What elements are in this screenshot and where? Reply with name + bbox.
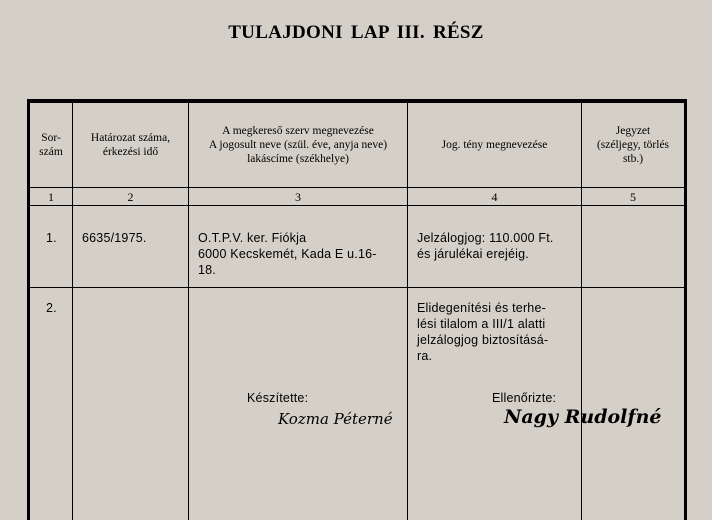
row-1-bottom-line — [27, 287, 687, 288]
row-1-hatarozat: 6635/1975. — [82, 231, 147, 245]
row-2-jogteny: Elidegenítési és terhe- lési tilalom a III/1 alatti jelzálogjog biztosításá- ra. — [417, 301, 549, 363]
header-sorszam: Sor- szám — [39, 132, 63, 158]
checked-by-label: Ellenőrizte: — [492, 391, 557, 405]
header-jegyzet: Jegyzet (széljegy, törlés stb.) — [596, 125, 670, 165]
header-szerv: A megkereső szerv megnevezése A jogosult neve (szül. éve, anyja neve) lakáscíme (székhelye) — [208, 125, 388, 165]
col-number-4: 4 — [491, 190, 498, 204]
prepared-by-signature: Kozma Péterné — [278, 410, 393, 428]
prepared-by-label: Készítette: — [247, 391, 309, 405]
header-hatarozat: Határozat száma, érkezési idő — [90, 132, 171, 158]
row-2-sorszam: 2. — [46, 301, 57, 315]
col-number-3: 3 — [295, 190, 301, 204]
col-number-5: 5 — [630, 190, 636, 204]
checked-by-signature: Nagy Rudolfné — [504, 406, 662, 428]
row-1-sorszam: 1. — [46, 231, 57, 245]
col-number-1: 1 — [48, 190, 54, 204]
col-number-2: 2 — [127, 190, 134, 204]
header-bottom-line — [27, 187, 687, 188]
row-1-jogteny: Jelzálogjog: 110.000 Ft. és járulékai erejéig. — [417, 231, 554, 261]
row-1-szerv: O.T.P.V. ker. Fiókja 6000 Kecskemét, Kada E u.16- 18. — [198, 231, 377, 277]
number-row-bottom-line — [27, 205, 687, 206]
header-jogteny: Jog. tény megnevezése — [441, 139, 548, 151]
page-title: TULAJDONI LAP III. RÉSZ — [228, 22, 484, 43]
